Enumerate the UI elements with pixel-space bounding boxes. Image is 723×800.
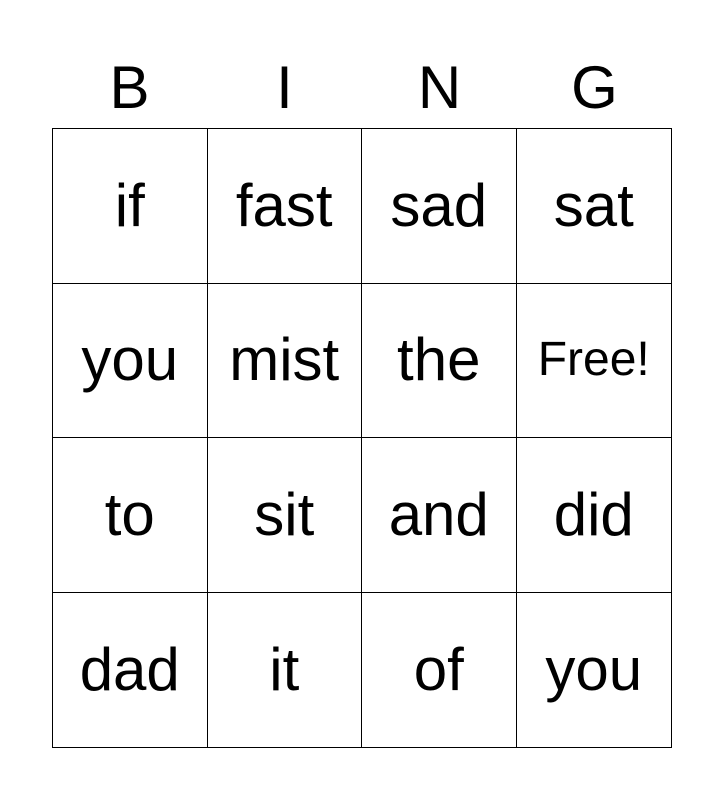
- bingo-cell-r3-c2[interactable]: sit: [208, 438, 363, 593]
- bingo-free-cell[interactable]: Free!: [517, 284, 672, 439]
- bingo-cell-r1-c3[interactable]: sad: [362, 129, 517, 284]
- bingo-cell-r3-c4[interactable]: did: [517, 438, 672, 593]
- bingo-board: [52, 128, 672, 748]
- header-letter-b: B: [109, 54, 150, 121]
- bingo-cell-r2-c1[interactable]: you: [53, 284, 208, 439]
- header-letter-n: N: [417, 54, 462, 121]
- bingo-cell-r4-c3[interactable]: of: [362, 593, 517, 748]
- bingo-cell-r3-c1[interactable]: to: [53, 438, 208, 593]
- bingo-cell-r2-c3[interactable]: the: [362, 284, 517, 439]
- header-letter-i: I: [276, 54, 293, 121]
- bingo-cell-r1-c4[interactable]: sat: [517, 129, 672, 284]
- bingo-cell-r4-c2[interactable]: it: [208, 593, 363, 748]
- bingo-cell-r2-c2[interactable]: mist: [208, 284, 363, 439]
- bingo-cell-r4-c4[interactable]: you: [545, 635, 643, 703]
- bingo-cell-r1-c1[interactable]: if: [53, 129, 208, 284]
- bingo-cell-r3-c3[interactable]: and: [362, 438, 517, 593]
- bingo-header: [52, 48, 672, 128]
- header-letter-g: G: [571, 54, 618, 121]
- bingo-cell-r1-c2[interactable]: fast: [208, 129, 363, 284]
- bingo-cell-r4-c1[interactable]: dad: [53, 593, 208, 748]
